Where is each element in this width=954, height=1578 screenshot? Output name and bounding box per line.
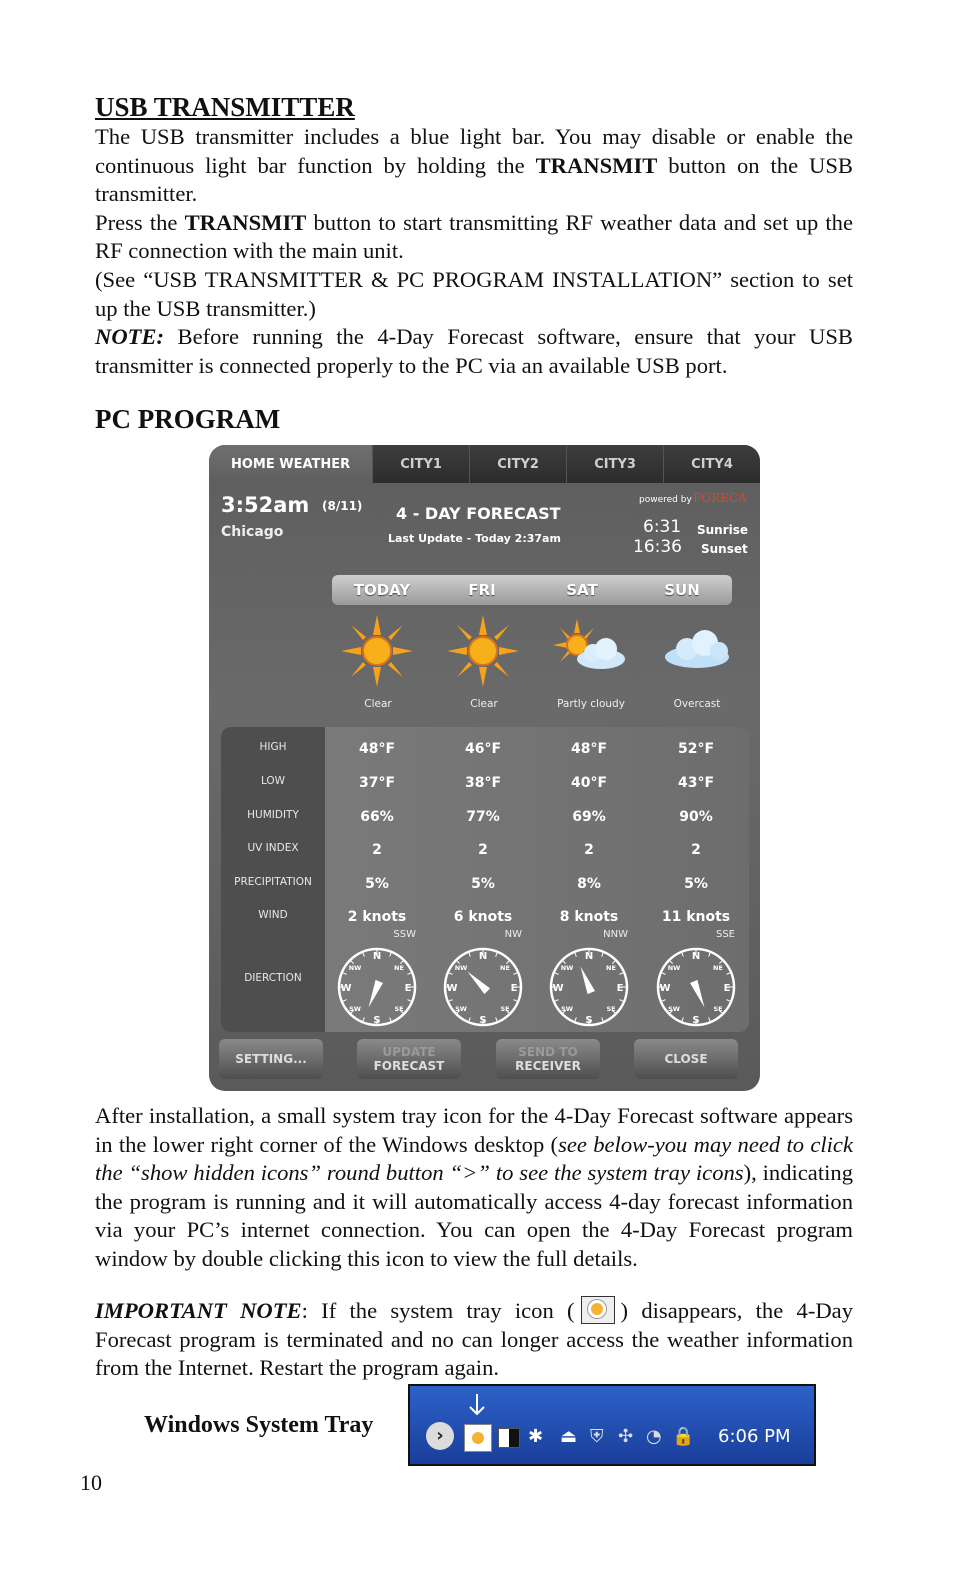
text: button to start transmitting RF weather data and set up the RF connection with the main unit. <box>95 209 853 264</box>
send-to-receiver-button[interactable] <box>496 1039 600 1079</box>
button-label: UPDATE <box>382 1045 436 1059</box>
text: ), indicating the program is running and it will automatically access 4-day forecast information via your PC’s internet connection. You can open the 4-Day Forecast program window by double clicking this icon to view the full details. <box>95 1160 853 1271</box>
compass-tick <box>682 953 684 957</box>
compass-label: SE <box>713 1005 723 1013</box>
sun-icon <box>591 1303 603 1315</box>
setting-button[interactable] <box>219 1039 323 1079</box>
text: Before running the 4-Day Forecast software, ensure that your USB transmitter is connected properly to the PC via an available USB port. <box>95 324 853 378</box>
current-date: (8/11) <box>322 499 363 513</box>
compass-tick <box>449 1000 453 1002</box>
text: : If the system tray icon ( <box>301 1298 575 1323</box>
compass-tick <box>407 973 411 975</box>
compass-tick <box>555 973 559 975</box>
day-fri: FRI <box>468 581 496 599</box>
forecast-value-wind: 6 knots <box>453 909 513 925</box>
paragraph <box>95 209 853 266</box>
tray-caption: Windows System Tray <box>144 1412 374 1438</box>
text: Press the <box>95 209 185 235</box>
forecast-value-humidity: 90% <box>679 809 713 825</box>
close-button[interactable] <box>634 1039 738 1079</box>
forecast-value-precip: 5% <box>684 876 708 892</box>
forecast-value-low: 37°F <box>358 775 396 791</box>
compass-dial <box>335 945 419 1029</box>
compass-label: E <box>404 983 412 994</box>
section-heading-usb-transmitter: USB TRANSMITTER <box>95 92 355 122</box>
compass-label: NW <box>348 964 362 972</box>
sunrise-time: 6:31 <box>643 517 682 537</box>
weather-app-window <box>209 445 760 1091</box>
compass-tick <box>496 953 498 957</box>
forecast-data-panel <box>221 727 749 1032</box>
compass-dial <box>547 945 631 1029</box>
compass-label: SW <box>455 1005 467 1013</box>
shield-icon[interactable]: ⛨ <box>590 1426 604 1447</box>
page-number: 10 <box>80 1470 102 1495</box>
sunrise-label: Sunrise <box>697 523 749 537</box>
compass-tick <box>662 973 666 975</box>
forecast-title: 4 - DAY FORECAST <box>396 504 561 523</box>
forecast-value-wind: 8 knots <box>559 909 619 925</box>
compass-label: W <box>446 983 458 994</box>
forecast-value-high: 46°F <box>464 741 502 757</box>
compass-dial <box>441 945 525 1029</box>
wind-needle <box>369 980 383 1007</box>
bluetooth-icon[interactable]: ✣ <box>618 1426 634 1447</box>
tab-city4[interactable]: CITY4 <box>663 445 760 483</box>
bold-text: TRANSMIT <box>535 152 658 178</box>
compass-tick <box>513 1000 517 1002</box>
compass-label: NE <box>394 964 404 972</box>
forecast-value-uv: 2 <box>478 842 488 858</box>
row-label-precipitation: PRECIPITATION <box>234 876 312 888</box>
wind-direction-label: NNW <box>603 929 628 940</box>
forecast-value-low: 43°F <box>677 775 715 791</box>
powered-by: powered by <box>639 495 692 505</box>
compass-tick <box>449 973 453 975</box>
compass-label: NE <box>500 964 510 972</box>
forecast-value-precip: 8% <box>577 876 601 892</box>
wind-needle <box>690 980 704 1007</box>
wind-direction-label: NW <box>504 929 522 940</box>
note-label: NOTE: <box>95 324 165 350</box>
sun-icon <box>339 613 415 689</box>
row-label-high: HIGH <box>259 741 287 753</box>
compass-tick <box>469 1017 471 1021</box>
forecast-value-high: 48°F <box>358 741 396 757</box>
day-sun: SUN <box>664 581 700 599</box>
forecast-value-precip: 5% <box>471 876 495 892</box>
day-sat: SAT <box>566 581 598 599</box>
paragraph <box>95 123 853 209</box>
weather-tray-icon[interactable] <box>464 1424 492 1452</box>
paragraph: (See “USB TRANSMITTER & PC PROGRAM INSTALLATION” section to set up the USB transmitter.) <box>95 266 853 321</box>
compass-label: SW <box>668 1005 680 1013</box>
compass-label: NE <box>713 964 723 972</box>
compass-label: NE <box>606 964 616 972</box>
compass-tick <box>619 973 623 975</box>
button-label: SETTING... <box>235 1052 307 1066</box>
compass-tick <box>619 1000 623 1002</box>
compass-label: S <box>585 1015 593 1026</box>
compass-label: N <box>584 951 594 962</box>
day-today: TODAY <box>353 581 411 599</box>
sunset-label: Sunset <box>701 542 748 556</box>
compass-tick <box>390 953 392 957</box>
forecast-value-uv: 2 <box>584 842 594 858</box>
compass-tick <box>726 1000 730 1002</box>
compass-label: E <box>723 983 731 994</box>
compass-tick <box>575 1017 577 1021</box>
button-label: RECEIVER <box>515 1059 581 1073</box>
compass-label: SE <box>500 1005 510 1013</box>
row-label-uv: UV INDEX <box>247 842 299 854</box>
row-label-low: LOW <box>260 775 286 787</box>
compass-tick <box>343 1000 347 1002</box>
compass-tick <box>390 1017 392 1021</box>
important-note-paragraph <box>95 1296 853 1383</box>
update-forecast-button[interactable] <box>357 1039 461 1079</box>
compass-tick <box>555 1000 559 1002</box>
compass-label: N <box>691 951 701 962</box>
foreca-logo: FORECA <box>693 491 747 505</box>
compass-tick <box>709 1017 711 1021</box>
button-label: SEND TO <box>518 1045 578 1059</box>
forecast-value-low: 38°F <box>464 775 502 791</box>
section-heading-pc-program: PC PROGRAM <box>95 404 281 434</box>
last-update: Last Update - Today 2:37am <box>388 532 561 545</box>
sunset-time: 16:36 <box>633 537 682 557</box>
lock-icon[interactable]: 🔒 <box>672 1426 695 1447</box>
forecast-value-wind: 11 knots <box>661 909 731 925</box>
compass-tick <box>726 973 730 975</box>
button-label: FORECAST <box>373 1059 445 1073</box>
forecast-value-high: 52°F <box>677 741 715 757</box>
compass-label: NW <box>560 964 574 972</box>
compass-label: NW <box>454 964 468 972</box>
compass-tick <box>496 1017 498 1021</box>
wind-direction-label: SSW <box>393 929 416 940</box>
text: The USB transmitter includes a blue light bar. You may disable or enable the continuous light bar function by holding the <box>95 124 853 178</box>
tab-home-weather[interactable]: HOME WEATHER <box>209 445 372 483</box>
forecast-value-humidity: 69% <box>572 809 606 825</box>
bold-text: TRANSMIT <box>184 209 307 235</box>
compass-tick <box>602 953 604 957</box>
wind-direction-label: SSE <box>715 929 735 940</box>
forecast-value-humidity: 66% <box>360 809 394 825</box>
button-label: CLOSE <box>664 1052 708 1066</box>
compass-label: S <box>373 1015 381 1026</box>
tray-icon[interactable] <box>498 1428 520 1448</box>
compass-label: E <box>510 983 518 994</box>
partly-cloudy-icon <box>549 617 629 677</box>
compass-label: SE <box>394 1005 404 1013</box>
compass-label: SW <box>349 1005 361 1013</box>
tray-clock[interactable]: 6:06 PM <box>718 1426 791 1447</box>
forecast-value-wind: 2 knots <box>347 909 407 925</box>
day-header-bar <box>332 575 732 605</box>
forecast-value-high: 48°F <box>570 741 608 757</box>
forecast-value-uv: 2 <box>372 842 382 858</box>
tab-city3[interactable]: CITY3 <box>566 445 663 483</box>
compass-tick <box>407 1000 411 1002</box>
compass-tick <box>575 953 577 957</box>
condition-label: Partly cloudy <box>557 698 625 710</box>
condition-label: Clear <box>364 698 392 710</box>
compass-tick <box>343 973 347 975</box>
row-label-direction: DIERCTION <box>244 972 302 984</box>
compass-tick <box>682 1017 684 1021</box>
row-label-humidity: HUMIDITY <box>247 809 299 821</box>
text: button on the USB transmitter. <box>95 152 854 207</box>
compass-label: W <box>340 983 352 994</box>
cloud-icon <box>659 625 739 675</box>
compass-label: N <box>478 951 488 962</box>
forecast-value-precip: 5% <box>365 876 389 892</box>
sun-icon <box>472 1432 484 1444</box>
compass-label: S <box>692 1015 700 1026</box>
compass-tick <box>662 1000 666 1002</box>
compass-tick <box>709 953 711 957</box>
compass-label: NW <box>667 964 681 972</box>
text: ) disappears, the 4-Day Forecast program is terminated and no can longer access the weather information from the Internet. Restart the program again. <box>95 1298 853 1381</box>
condition-label: Clear <box>470 698 498 710</box>
compass-label: N <box>372 951 382 962</box>
note-paragraph <box>95 323 853 380</box>
wind-needle <box>581 967 595 994</box>
usb-transmitter-body <box>95 123 853 380</box>
system-tray-paragraph <box>95 1102 853 1274</box>
compass-dial <box>654 945 738 1029</box>
row-label-wind: WIND <box>258 909 288 921</box>
current-time: 3:52am <box>221 493 310 517</box>
compass-label: E <box>616 983 624 994</box>
volume-icon[interactable]: ◔ <box>646 1426 662 1447</box>
city-name: Chicago <box>221 524 284 540</box>
show-hidden-icons-button[interactable]: › <box>426 1422 454 1450</box>
forecast-value-low: 40°F <box>570 775 608 791</box>
compass-tick <box>363 953 365 957</box>
compass-tick <box>602 1017 604 1021</box>
compass-label: S <box>479 1015 487 1026</box>
city-tabs <box>209 445 760 483</box>
forecast-value-uv: 2 <box>691 842 701 858</box>
compass-tick <box>469 953 471 957</box>
compass-tick <box>363 1017 365 1021</box>
windows-system-tray <box>408 1384 816 1466</box>
usb-icon[interactable]: ⏏ <box>560 1426 578 1447</box>
condition-label: Overcast <box>673 698 721 710</box>
important-label: IMPORTANT NOTE <box>95 1298 302 1323</box>
compass-label: W <box>552 983 564 994</box>
wind-needle <box>467 971 490 994</box>
compass-label: SW <box>561 1005 573 1013</box>
text: After installation, a small system tray icon for the 4-Day Forecast software appears in the lower right corner of the Windows desktop ( <box>95 1103 853 1157</box>
compass-tick <box>513 973 517 975</box>
tab-city1[interactable]: CITY1 <box>372 445 469 483</box>
italic-text: see below-you may need to click the “show hidden icons” round button “>” to see the system tray icons <box>95 1131 853 1186</box>
weather-tray-icon <box>581 1296 615 1324</box>
compass-label: SE <box>606 1005 616 1013</box>
arrow-down-icon <box>466 1392 488 1418</box>
compass-label: W <box>659 983 671 994</box>
forecast-value-humidity: 77% <box>466 809 500 825</box>
tab-city2[interactable]: CITY2 <box>469 445 566 483</box>
network-icon[interactable]: ✱ <box>528 1426 544 1447</box>
sun-icon <box>445 613 521 689</box>
